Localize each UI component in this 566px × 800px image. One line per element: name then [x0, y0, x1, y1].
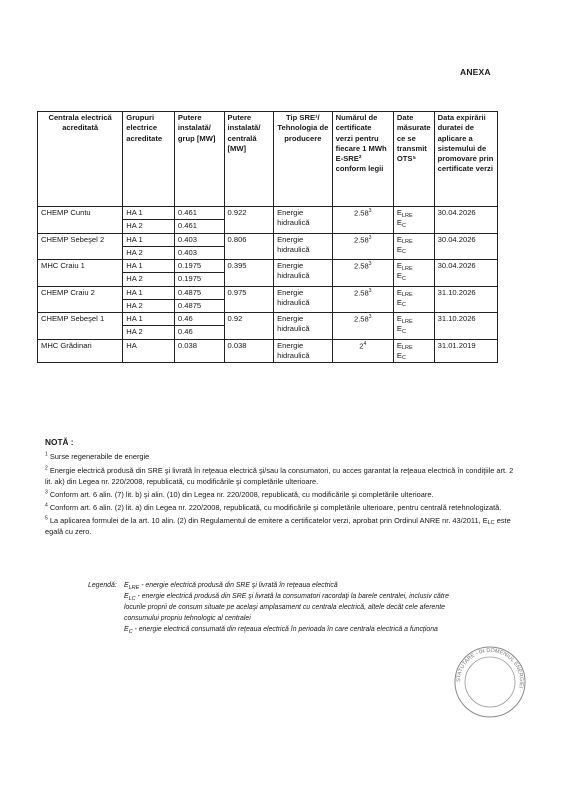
table-row [38, 260, 498, 273]
cell-expiry: 30.04.2026 [434, 207, 497, 234]
cell-certificates: $2^4$ [332, 339, 393, 363]
cell-power-group: 0.461 [174, 207, 224, 220]
col-header-expiry: Data expirării duratei de aplicare a sistemului de promovare prin certificate verzi [434, 112, 497, 207]
col-header-power-group: Putere instalată/ grup [MW] [174, 112, 224, 207]
cell-measured: ELRE EC [393, 207, 434, 234]
cell-group: HA [123, 339, 175, 363]
cell-certificates: 2.58$^3$ [332, 260, 393, 287]
cell-power-group: 0.403 [174, 233, 224, 246]
cell-certificates: 2.58$^3$ [332, 313, 393, 340]
annex-heading: ANEXA [460, 67, 491, 77]
cell-expiry: 31.10.2026 [434, 313, 497, 340]
note-1: $^1$ Surse regenerabile de energie [45, 451, 150, 462]
svg-text:STATUTARE · ÎN DOMENIUL ENERGI [456, 648, 524, 693]
cell-power-plant: 0.395 [224, 260, 274, 287]
stamp-text: STATUTARE · ÎN DOMENIUL ENERGIEI · [455, 647, 525, 693]
cell-plant: MHC Grădinari [38, 339, 123, 363]
cell-expiry: 30.04.2026 [434, 233, 497, 260]
cell-technology: Energie hidraulică [274, 233, 333, 260]
cell-technology: Energie hidraulică [274, 339, 333, 363]
cell-measured: ELRE EC [393, 313, 434, 340]
cell-plant: CHEMP Cuntu [38, 207, 123, 234]
cell-certificates: 2.58$^3$ [332, 286, 393, 313]
cell-group: HA 2 [123, 299, 175, 312]
col-header-technology: Tip SRE¹/ Tehnologia de producere [274, 112, 333, 207]
cell-power-plant: 0.975 [224, 286, 274, 313]
cell-group: HA 1 [123, 260, 175, 273]
table-row [38, 339, 498, 363]
note-5: $^5$ La aplicarea formulei de la art. 10 alin. (2) din Regulamentul de emitere a certificatelor verzi, aprobat prin Ordinul ANRE nr. 43/2011, $E_{LC}$ este egală cu zero. [45, 515, 511, 537]
col-header-groups: Grupuri electrice acreditate [123, 112, 175, 207]
cell-power-plant: 0.806 [224, 233, 274, 260]
cell-measured: ELRE EC [393, 286, 434, 313]
cell-group: HA 2 [123, 220, 175, 233]
legend [88, 580, 528, 635]
note-3: $^3$ Conform art. 6 alin. (7) lit. b) şi alin. (10) din Legea nr. 220/2008, republicată, cu modificările şi completările ulterioare. [45, 489, 434, 499]
legend-label: Legendă: [88, 582, 117, 589]
cell-group: HA 2 [123, 246, 175, 259]
legend-row-elre: Legendă: $E_{LRE}$ - energie electrică produsă din SRE şi livrată în reţeaua electrică [88, 582, 338, 591]
cell-power-plant: 0.038 [224, 339, 274, 363]
cell-group: HA 1 [123, 313, 175, 326]
col-header-green-certificates: Numărul de certificate verzi pentru fiecare 1 MWh E-SRE² conform legii [332, 112, 393, 207]
notes-title: NOTĂ : [45, 437, 74, 447]
col-header-plant: Centrala electrică acreditată [38, 112, 123, 207]
accredited-plants-table [37, 111, 498, 363]
legend-elc-continuation-2: consumului propriu tehnologic al centralei [124, 615, 251, 623]
cell-plant: CHEMP Sebeşel 2 [38, 233, 123, 260]
cell-certificates: 2.58$^3$ [332, 207, 393, 234]
cell-technology: Energie hidraulică [274, 313, 333, 340]
cell-power-group: 0.1975 [174, 260, 224, 273]
cell-plant: MHC Craiu 1 [38, 260, 123, 287]
cell-power-group: 0.46 [174, 326, 224, 339]
table-row [38, 313, 498, 326]
note-2: $^2$ Energie electrică produsă din SRE şi livrată în reţeaua electrică şi/sau la consumatori, cu acces garantat la reţeaua electrică în condiţiile art. 2 lit. ak) din Legea nr. 220/2008, republicată, cu modificările şi completările ulterioare. [45, 465, 514, 486]
legend-row-ec: $E_C$ - energie electrică consumată din reţeaua electrică în perioada în care centrala electrică a funcţiona [124, 626, 438, 635]
cell-power-group: 0.461 [174, 220, 224, 233]
cell-certificates: 2.58$^3$ [332, 233, 393, 260]
cell-technology: Energie hidraulică [274, 207, 333, 234]
cell-expiry: 31.01.2019 [434, 339, 497, 363]
col-header-power-plant: Putere instalată/ centrală [MW] [224, 112, 274, 207]
table-row [38, 233, 498, 246]
cell-power-group: 0.403 [174, 246, 224, 259]
cell-power-group: 0.038 [174, 339, 224, 363]
cell-power-plant: 0.92 [224, 313, 274, 340]
cell-measured: ELRE EC [393, 260, 434, 287]
legend-row-elc: $E_{LC}$ - energie electrică produsă din SRE şi livrată la consumatori racordaţi la barele centralei, inclusiv către [124, 593, 449, 602]
cell-power-group: 0.46 [174, 313, 224, 326]
cell-power-plant: 0.922 [224, 207, 274, 234]
official-stamp [452, 644, 528, 720]
table-row [38, 286, 498, 299]
cell-technology: Energie hidraulică [274, 260, 333, 287]
cell-plant: CHEMP Sebeşel 1 [38, 313, 123, 340]
col-header-measured-data: Date măsurate ce se transmit OTS⁵ [393, 112, 434, 207]
cell-power-group: 0.4875 [174, 286, 224, 299]
cell-measured: ELRE EC [393, 233, 434, 260]
cell-group: HA 1 [123, 286, 175, 299]
cell-technology: Energie hidraulică [274, 286, 333, 313]
legend-elc-continuation-1: locurile proprii de consum situate pe acelaşi amplasament cu centrala electrică, altele decât cele aferente [124, 604, 445, 612]
table-row [38, 207, 498, 220]
cell-group: HA 2 [123, 273, 175, 286]
cell-power-group: 0.1975 [174, 273, 224, 286]
cell-measured: ELRE EC [393, 339, 434, 363]
cell-plant: CHEMP Craiu 2 [38, 286, 123, 313]
notes-section [45, 436, 515, 539]
cell-group: HA 1 [123, 207, 175, 220]
cell-group: HA 1 [123, 233, 175, 246]
cell-group: HA 2 [123, 326, 175, 339]
table-header-row [38, 112, 498, 207]
cell-expiry: 31.10.2026 [434, 286, 497, 313]
cell-power-group: 0.4875 [174, 299, 224, 312]
cell-expiry: 30.04.2026 [434, 260, 497, 287]
note-4: $^4$ Conform art. 6 alin. (2) lit. a) din Legea nr. 220/2008, republicată, cu modificările şi completările ulterioare, pentru centrală retehnologizată. [45, 502, 502, 512]
